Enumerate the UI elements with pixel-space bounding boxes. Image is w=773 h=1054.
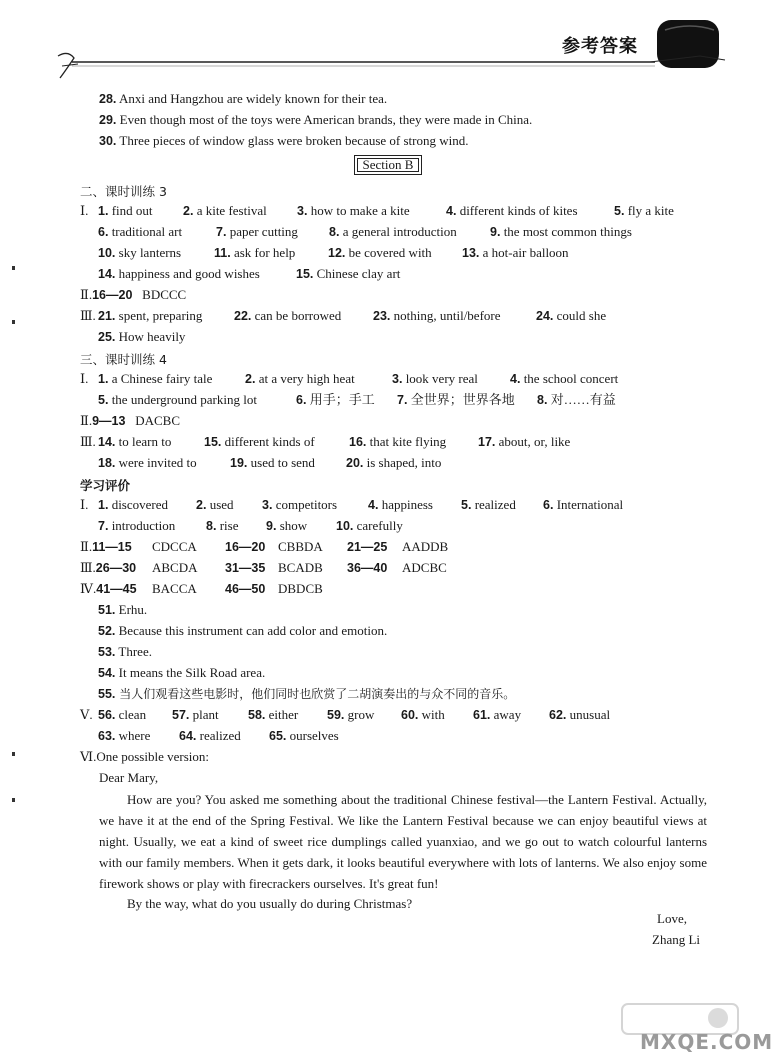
answer-row: 9. the most common things: [490, 224, 632, 239]
letter-greeting: Dear Mary,: [99, 770, 159, 785]
kt4-part1-label: Ⅰ.: [80, 371, 89, 386]
eval-part1-label: Ⅰ.: [80, 497, 89, 512]
answer-row: 8. a general introduction: [329, 224, 457, 239]
answer-row: 5. fly a kite: [614, 203, 674, 218]
answer-row: 13. a hot-air balloon: [462, 245, 569, 260]
answer-row: 6. 用手；手工: [296, 392, 375, 407]
margin-mark: [12, 752, 15, 756]
answer-row: 2. at a very high heat: [245, 371, 355, 386]
answer-row: 10. sky lanterns: [98, 245, 182, 260]
answer-row: 1. find out: [98, 203, 153, 218]
margin-mark: [12, 320, 15, 324]
sentence-28: 28. Anxi and Hangzhou are widely known for their tea.: [99, 91, 388, 106]
answer-row: 11. ask for help: [214, 245, 296, 260]
answer-row: 5. realized: [461, 497, 516, 512]
answer-row: 16. that kite flying: [349, 434, 447, 449]
kt3-part1-row1: Ⅰ.: [80, 203, 89, 218]
section-heading-kt4: 三、课时训练 4: [80, 352, 167, 367]
kt3-part3-label: Ⅲ.: [80, 308, 96, 323]
answer-row: 62. unusual: [549, 707, 611, 722]
answer-row: BCADB: [278, 560, 323, 575]
letter-body: How are you? You asked me something about the traditional Chinese festival—the Lantern Festival. Actually, we have it at the end of the Spring Festival. We like the Lantern Festival because we can enjoy beautiful views at night. Usually, we eat a kind of sweet rice dumplings called yuanxiao, and we go out to watch colourful lanterns with our family members. When it gets dark, it looks beautiful everywhere with lots of lanterns. We also enjoy some firework shows or play with firecrackers ourselves. It's great fun!: [99, 792, 707, 891]
margin-mark: [12, 266, 15, 270]
margin-mark: [12, 798, 15, 802]
answer-row: 7. 全世界；世界各地: [397, 392, 515, 407]
section-heading-eval: 学习评价: [80, 478, 131, 493]
answer-row: 60. with: [401, 707, 445, 722]
answer-row: 3. competitors: [262, 497, 338, 512]
answer-row: 3. how to make a kite: [297, 203, 410, 218]
answer-row: 63. where: [98, 728, 151, 743]
answer-row: 16—20: [225, 540, 266, 554]
answer-row: 15. different kinds of: [204, 434, 315, 449]
answer-row: 24. could she: [536, 308, 607, 323]
answer-row: 6. traditional art: [98, 224, 183, 239]
answer-row: 7. paper cutting: [216, 224, 298, 239]
answer-row: 65. ourselves: [269, 728, 339, 743]
answer-row: 21—25: [347, 540, 388, 554]
answer-row: 1. a Chinese fairy tale: [98, 371, 213, 386]
section-b-box: Section B: [354, 155, 422, 175]
answer-row: 59. grow: [327, 707, 375, 722]
answer-row: 22. can be borrowed: [234, 308, 342, 323]
sentence-30: 30. Three pieces of window glass were broken because of strong wind.: [99, 133, 469, 148]
list-item: 55. 当人们观看这些电影时，他们同时也欣赏了二胡演奏出的与众不同的音乐。: [98, 687, 516, 701]
page-header: [0, 0, 750, 80]
answer-row: 8. 对……有益: [537, 392, 616, 407]
answer-row: 18. were invited to: [98, 455, 197, 470]
kt3-part2: Ⅱ.16—20 BDCCC: [80, 287, 187, 302]
list-item: 53. Three.: [98, 644, 152, 659]
answer-row: 4. the school concert: [510, 371, 619, 386]
answer-row: 2. used: [196, 497, 234, 512]
eval-part6: Ⅵ.One possible version:: [80, 749, 209, 764]
answer-row: 56. clean: [98, 707, 147, 722]
answer-row: 3. look very real: [392, 371, 478, 386]
answer-row: 25. How heavily: [98, 329, 186, 344]
answer-row: 5. the underground parking lot: [98, 392, 257, 407]
watermark-text: MXQE.COM: [640, 1030, 773, 1054]
answer-row: ABCDA: [152, 560, 198, 575]
kt4-part3-label: Ⅲ.: [80, 434, 96, 449]
section-heading-kt3: 二、课时训练 3: [80, 184, 167, 199]
answer-row: AADDB: [402, 539, 449, 554]
answer-row: 14. to learn to: [98, 434, 172, 449]
list-item: 52. Because this instrument can add color and emotion.: [98, 623, 388, 638]
eval-part4: Ⅳ.41—45: [80, 581, 137, 596]
answer-row: 7. introduction: [98, 518, 176, 533]
answer-row: 31—35: [225, 561, 266, 575]
list-item: 51. Erhu.: [98, 602, 148, 617]
answer-row: 58. either: [248, 707, 299, 722]
answer-row: 8. rise: [206, 518, 239, 533]
answer-row: 57. plant: [172, 707, 219, 722]
answer-row: 12. be covered with: [328, 245, 432, 260]
answer-row: 6. International: [543, 497, 624, 512]
list-item: 54. It means the Silk Road area.: [98, 665, 266, 680]
eval-part5-label: Ⅴ.: [80, 707, 93, 722]
answer-row: 14. happiness and good wishes: [98, 266, 260, 281]
kt4-part2: Ⅱ.9—13 DACBC: [80, 413, 180, 428]
answer-row: DBDCB: [278, 581, 323, 596]
answer-row: 20. is shaped, into: [346, 455, 442, 470]
answer-row: 23. nothing, until/before: [373, 308, 501, 323]
answer-row: 64. realized: [179, 728, 241, 743]
answer-row: 2. a kite festival: [183, 203, 267, 218]
header-title: 参考答案: [562, 36, 638, 57]
answer-row: BACCA: [152, 581, 197, 596]
answer-row: 36—40: [347, 561, 388, 575]
letter-body-2: By the way, what do you usually do during Christmas?: [127, 896, 413, 911]
eval-part3: Ⅲ.26—30: [80, 560, 137, 575]
letter-signature: Zhang Li: [652, 932, 701, 947]
answer-row: CBBDA: [278, 539, 323, 554]
answer-row: 10. carefully: [336, 518, 403, 533]
answer-row: 17. about, or, like: [478, 434, 571, 449]
answer-row: ADCBC: [402, 560, 447, 575]
answer-row: 46—50: [225, 582, 266, 596]
answer-row: 21. spent, preparing: [98, 308, 203, 323]
answer-row: CDCCA: [152, 539, 197, 554]
answer-row: 4. different kinds of kites: [446, 203, 578, 218]
sentence-29: 29. Even though most of the toys were American brands, they were made in China.: [99, 112, 533, 127]
answer-row: 1. discovered: [98, 497, 168, 512]
eval-part2: Ⅱ.11—15: [80, 539, 132, 554]
answer-row: 61. away: [473, 707, 522, 722]
answer-row: 19. used to send: [230, 455, 315, 470]
answer-row: 9. show: [266, 518, 308, 533]
answer-row: 15. Chinese clay art: [296, 266, 401, 281]
letter-closing: Love,: [657, 911, 687, 926]
answer-row: 4. happiness: [368, 497, 433, 512]
